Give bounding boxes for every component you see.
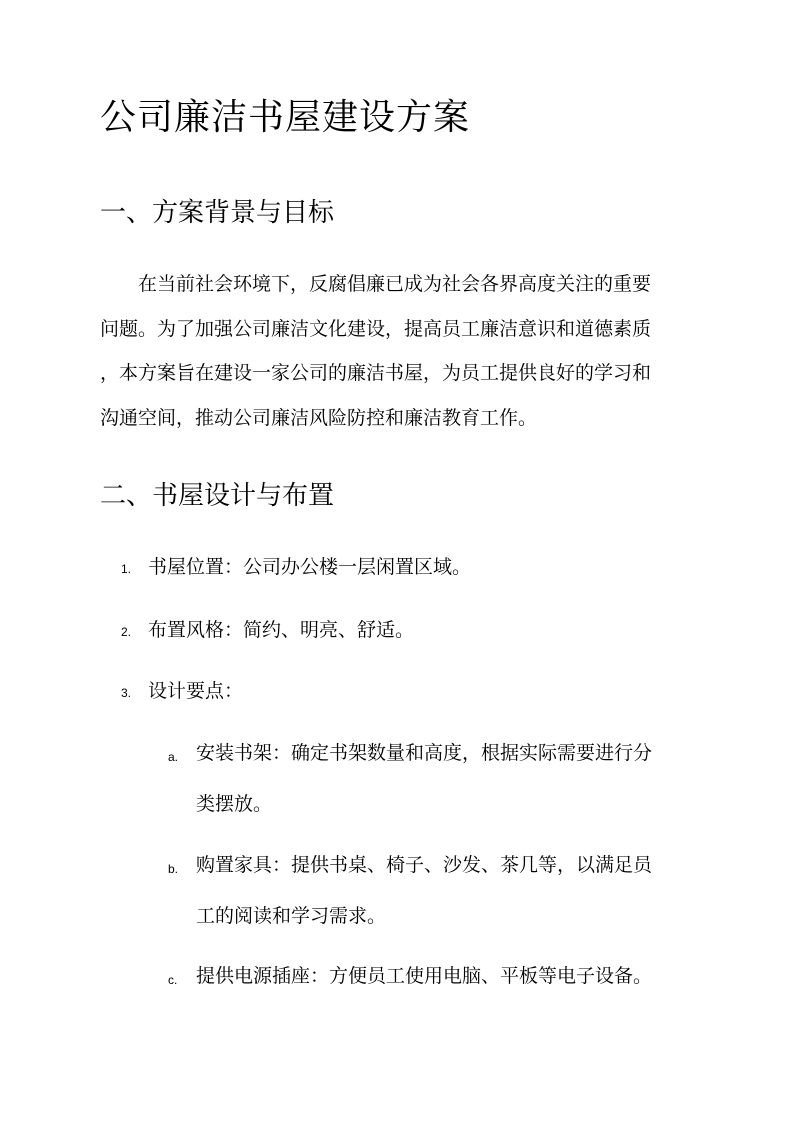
paragraph-line: 问题。为了加强公司廉洁文化建设，提高员工廉洁意识和道德素质 [100, 317, 652, 340]
sub-list-line: 工的阅读和学习需求。 [196, 905, 387, 927]
sub-list-marker: c. [168, 973, 178, 987]
sub-list-item [196, 951, 652, 1002]
sub-list-item [196, 728, 652, 830]
list-item-text: 书屋位置：公司办公楼一层闲置区域。 [148, 556, 472, 578]
list-marker: 3. [121, 686, 132, 700]
sub-list-marker: b. [168, 862, 179, 876]
sub-list-marker: a. [168, 750, 179, 764]
list-marker: 2. [121, 625, 132, 639]
list-item [148, 677, 243, 705]
sub-list-item [196, 840, 652, 942]
paragraph-line: ，本方案旨在建设一家公司的廉洁书屋，为员工提供良好的学习和 [100, 362, 652, 384]
sub-list-line: 提供电源插座：方便员工使用电脑、平板等电子设备。 [196, 965, 653, 987]
paragraph-line: 在当前社会环境下，反腐倡廉已成为社会各界高度关注的重要 [138, 273, 652, 295]
section-heading-background: 一、方案背景与目标 [100, 198, 335, 228]
paragraph-line: 沟通空间，推动公司廉洁风险防控和廉洁教育工作。 [100, 406, 538, 429]
list-item-text: 布置风格：简约、明亮、舒适。 [148, 619, 415, 641]
list-item [148, 616, 414, 644]
sub-list-line: 类摆放。 [196, 793, 273, 815]
page-title: 公司廉洁书屋建设方案 [100, 97, 471, 138]
background-paragraph [100, 262, 700, 440]
list-item [148, 553, 471, 581]
sub-list-line: 安装书架：确定书架数量和高度，根据实际需要进行分 [196, 742, 653, 764]
sub-list-line: 购置家具：提供书桌、椅子、沙发、茶几等，以满足员 [196, 854, 653, 876]
list-item-text: 设计要点： [148, 680, 244, 702]
list-marker: 1. [121, 562, 132, 576]
section-heading-design: 二、书屋设计与布置 [100, 481, 335, 511]
